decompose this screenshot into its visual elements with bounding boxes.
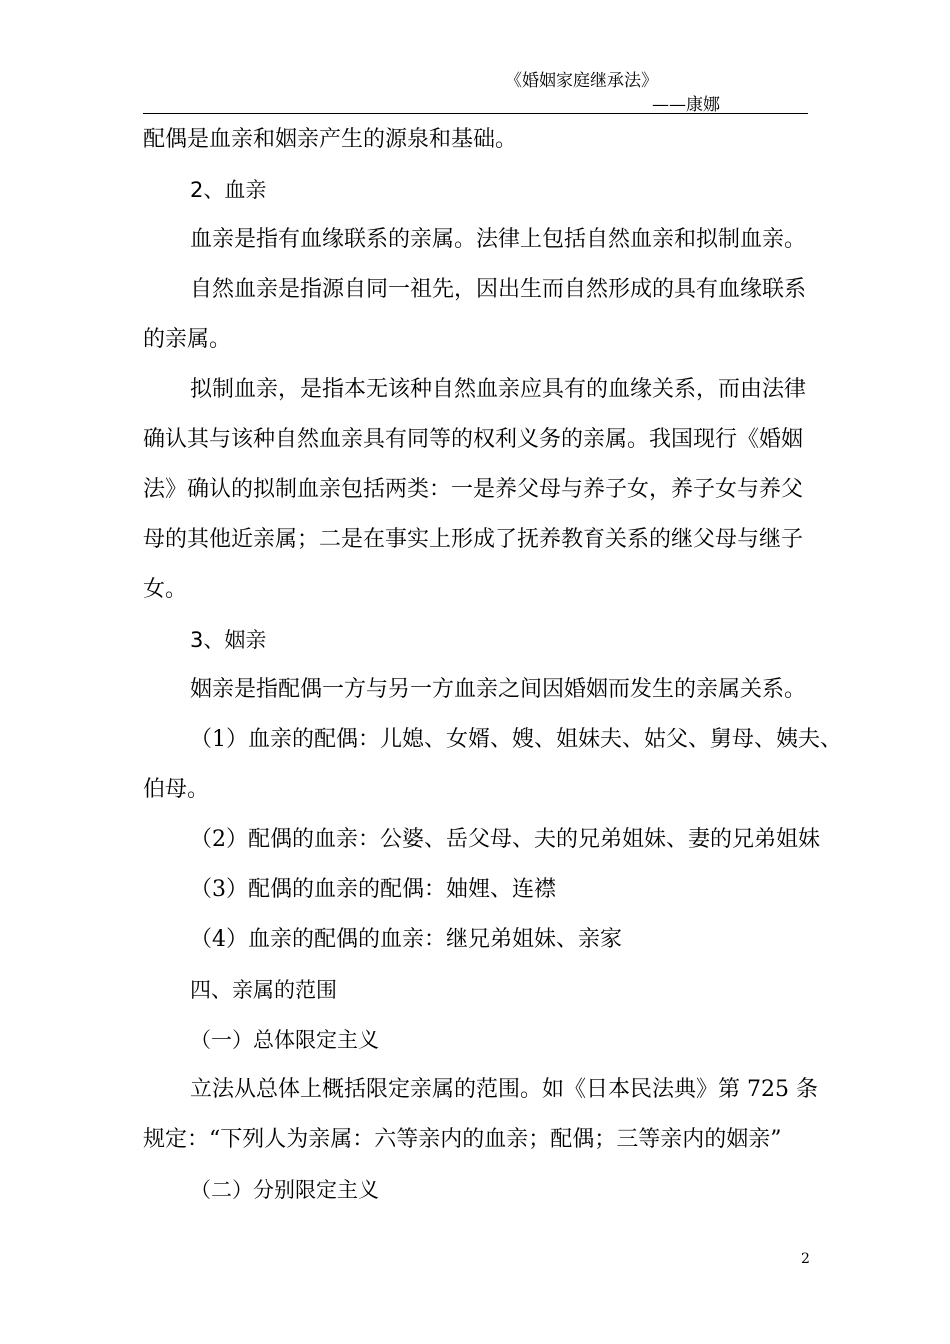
paragraph-overall-line-1: 立法从总体上概括限定亲属的范围。如《日本民法典》第 725 条 — [190, 1077, 818, 1102]
heading-separate-limitation: （二）分别限定主义 — [190, 1178, 379, 1202]
heading-yinqin: 3、姻亲 — [190, 628, 267, 652]
paragraph-fictive-blood-line-5: 女。 — [143, 577, 188, 602]
paragraph-overall-line-2: 规定：“下列人为亲属：六等亲内的血亲；配偶；三等亲内的姻亲” — [143, 1127, 782, 1152]
heading-section-4: 四、亲属的范围 — [190, 978, 337, 1002]
paragraph-fictive-blood-line-2: 确认其与该种自然血亲具有同等的权利义务的亲属。我国现行《婚姻 — [143, 427, 804, 452]
paragraph-spouse-source: 配偶是血亲和姻亲产生的源泉和基础。 — [143, 127, 518, 152]
paragraph-yinqin-definition: 姻亲是指配偶一方与另一方血亲之间因婚姻而发生的亲属关系。 — [190, 677, 807, 702]
header-rule — [143, 113, 808, 114]
heading-xueqin: 2、血亲 — [190, 178, 267, 202]
list-item-1-line-2: 伯母。 — [143, 777, 210, 802]
list-item-4: （4）血亲的配偶的血亲：继兄弟姐妹、亲家 — [190, 927, 622, 952]
list-item-1-line-1: （1）血亲的配偶：儿媳、女婿、嫂、姐妹夫、姑父、舅母、姨夫、 — [190, 727, 842, 752]
paragraph-xueqin-definition: 血亲是指有血缘联系的亲属。法律上包括自然血亲和拟制血亲。 — [190, 227, 807, 252]
paragraph-fictive-blood-line-1: 拟制血亲，是指本无该种自然血亲应具有的血缘关系，而由法律 — [190, 377, 807, 402]
paragraph-fictive-blood-line-3: 法》确认的拟制血亲包括两类：一是养父母与养子女，养子女与养父 — [143, 477, 804, 502]
paragraph-natural-blood-line-1: 自然血亲是指源自同一祖先，因出生而自然形成的具有血缘联系 — [190, 277, 807, 302]
paragraph-natural-blood-line-2: 的亲属。 — [143, 327, 232, 352]
document-body — [143, 126, 842, 1204]
paragraph-fictive-blood-line-4: 母的其他近亲属；二是在事实上形成了抚养教育关系的继父母与继子 — [143, 527, 804, 552]
heading-overall-limitation: （一）总体限定主义 — [190, 1028, 379, 1052]
page-number: 2 — [801, 1251, 810, 1267]
header-title: 《婚姻家庭继承法》 — [505, 71, 658, 91]
list-item-3: （3）配偶的血亲的配偶：妯娌、连襟 — [190, 877, 556, 902]
list-item-2: （2）配偶的血亲：公婆、岳父母、夫的兄弟姐妹、妻的兄弟姐妹 — [190, 827, 820, 852]
header-author: ——康娜 — [652, 95, 720, 115]
